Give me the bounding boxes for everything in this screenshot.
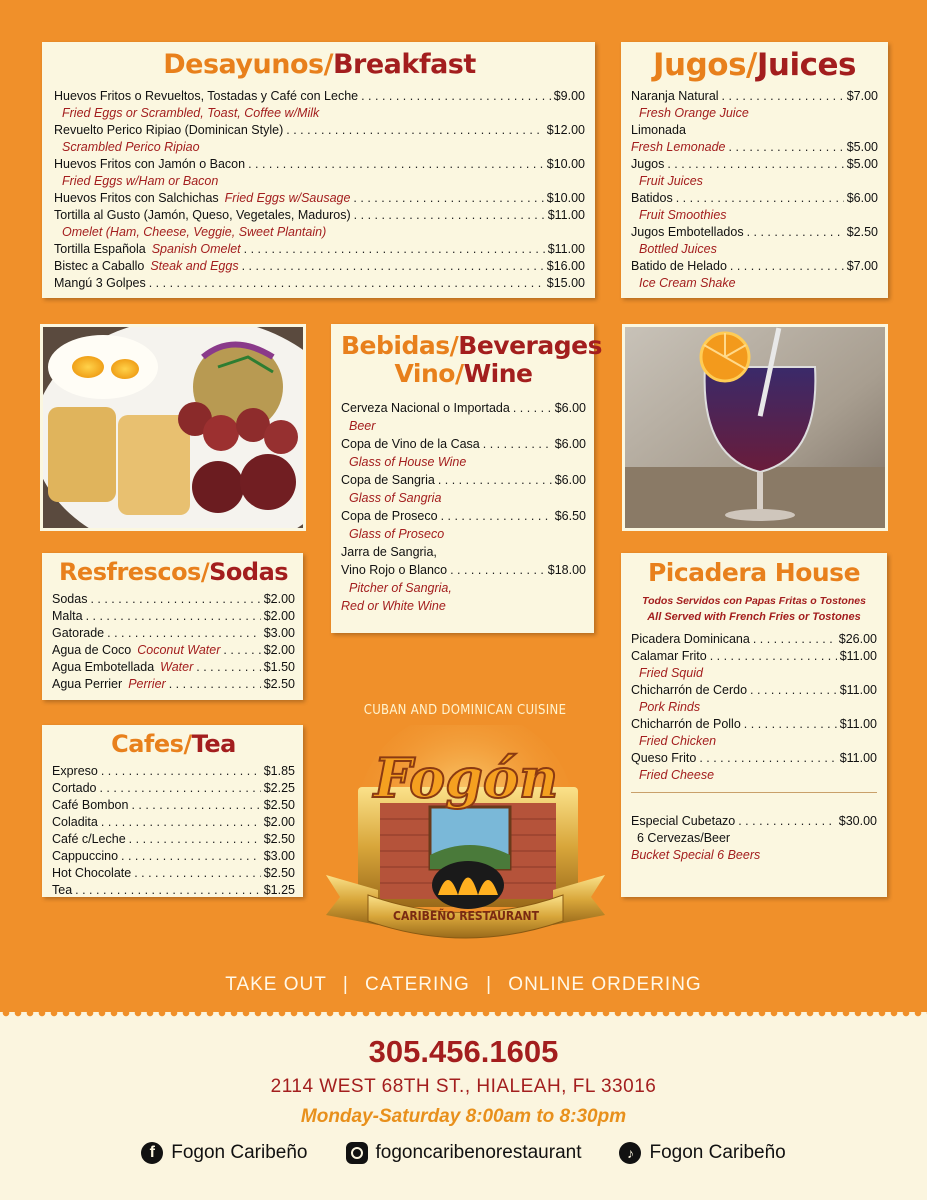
item-translation: Steak and Eggs (150, 258, 239, 273)
menu-item-row (52, 848, 295, 865)
item-name: Revuelto Perico Ripiao (Dominican Style) (54, 122, 284, 137)
item-name: Calamar Frito (631, 648, 707, 663)
item-name: Expreso (52, 764, 98, 779)
item-price: $1.25 (263, 883, 295, 898)
facebook-icon: f (141, 1142, 163, 1164)
item-name: Bistec a Caballo (54, 258, 145, 273)
menu-item-row (52, 625, 295, 642)
item-name: Café Bombon (52, 798, 129, 813)
menu-item-row (54, 258, 585, 275)
menu-item-row (631, 88, 878, 105)
service-catering[interactable]: CATERING (365, 974, 470, 995)
item-price: $5.00 (846, 157, 878, 172)
service-takeout[interactable]: TAKE OUT (225, 974, 327, 995)
leader-dots (149, 275, 544, 292)
instagram-icon (346, 1142, 368, 1164)
service-online-ordering[interactable]: ONLINE ORDERING (508, 974, 702, 995)
item-price: $1.50 (263, 660, 295, 675)
special-row: Especial Cubetazo . . . $30.00 (631, 813, 877, 830)
item-price: $26.00 (838, 631, 877, 646)
leader-dots (747, 224, 844, 241)
leader-dots (667, 156, 843, 173)
item-name: Sodas (52, 592, 88, 607)
item-price: $6.00 (846, 191, 878, 206)
breakfast-list (54, 88, 585, 292)
leader-dots (196, 659, 260, 676)
picadera-divider (631, 792, 877, 793)
scallop-border (0, 1008, 927, 1018)
item-translation: Fried Chicken (639, 733, 717, 748)
logo-banner: CARIBEÑO RESTAURANT (393, 909, 539, 923)
item-translation: Bottled Juices (639, 242, 717, 257)
menu-item-row (631, 682, 877, 699)
juices-list (631, 88, 878, 292)
leader-dots (99, 780, 260, 797)
item-price: $3.00 (263, 626, 295, 641)
menu-item-row (52, 831, 295, 848)
jarra-sub2: Red or White Wine (341, 599, 446, 613)
item-name: Picadera Dominicana (631, 631, 750, 646)
item-translation: Fruit Smoothies (639, 208, 727, 223)
item-name: Cortado (52, 781, 97, 796)
item-name: Cappuccino (52, 849, 119, 864)
item-price: $11.00 (839, 750, 877, 765)
menu-item-row (54, 122, 585, 139)
leader-dots (361, 88, 551, 105)
item-price: $2.50 (263, 866, 295, 881)
address: 2114 WEST 68TH ST., HIALEAH, FL 33016 (270, 1076, 657, 1097)
leader-dots (753, 631, 836, 648)
menu-item-row (52, 608, 295, 625)
item-name: Jugos Embotellados (631, 225, 744, 240)
item-translation: Glass of Sangria (349, 491, 442, 505)
item-price: $2.00 (263, 592, 295, 607)
beverages-title: Bebidas/Beverages (341, 331, 602, 360)
picadera-note-es: Todos Servidos con Papas Fritas o Tostones (642, 594, 866, 607)
item-name: Batidos (631, 191, 673, 206)
item-name: Mangú 3 Golpes (54, 275, 146, 290)
picadera-note-en: All Served with French Fries or Tostones (647, 610, 861, 623)
leader-dots (223, 642, 260, 659)
item-translation: Perrier (128, 677, 166, 692)
menu-item-row (52, 882, 295, 899)
leader-dots (730, 258, 844, 275)
item-translation: Pork Rinds (639, 699, 701, 714)
menu-item-row (631, 139, 878, 156)
item-name: Tortilla Española (54, 241, 146, 256)
leader-dots (134, 865, 261, 882)
item-price: $6.50 (554, 509, 586, 523)
item-translation: Fried Eggs or Scrambled, Toast, Coffee w/Milk (62, 105, 320, 120)
leader-dots (744, 716, 837, 733)
item-price: $11.00 (547, 207, 585, 222)
cafes-list (52, 763, 295, 899)
special-sub1: 6 Cervezas/Beer (637, 830, 731, 845)
item-name: Hot Chocolate (52, 866, 132, 881)
menu-item-row (54, 241, 585, 258)
leader-dots (438, 471, 552, 489)
item-name: Jugos (631, 157, 665, 172)
breakfast-photo-image (43, 327, 303, 528)
item-name: Naranja Natural (631, 89, 719, 104)
item-price: $2.00 (263, 643, 295, 658)
menu-item-row (54, 275, 585, 292)
jarra-sub1: Pitcher of Sangria, (349, 581, 452, 595)
menu-item-row (54, 156, 585, 173)
menu-item-row (52, 659, 295, 676)
leader-dots (441, 507, 552, 525)
item-name: Huevos Fritos con Salchichas (54, 190, 219, 205)
restaurant-logo (318, 725, 613, 945)
item-name: Limonada (631, 123, 686, 138)
leader-dots (75, 882, 261, 899)
leader-dots (101, 814, 261, 831)
leader-dots (513, 399, 552, 417)
jarra-line1: Jarra de Sangria, (341, 545, 437, 559)
item-price: $7.00 (846, 89, 878, 104)
item-translation: Ice Cream Shake (639, 276, 736, 291)
juices-panel (621, 42, 888, 298)
item-price: $2.50 (846, 225, 878, 240)
item-price: $1.85 (263, 764, 295, 779)
item-translation: Fried Cheese (639, 767, 715, 782)
menu-item-row (341, 435, 586, 453)
leader-dots (169, 676, 261, 693)
facebook-link[interactable]: f Fogon Caribeño (141, 1142, 307, 1164)
beverages-list (341, 399, 586, 543)
item-price: $2.50 (263, 832, 295, 847)
item-name: Coladita (52, 815, 98, 830)
item-price: $6.00 (554, 401, 586, 415)
menu-item-row (52, 814, 295, 831)
menu-item-row (631, 156, 878, 173)
menu-item-row (54, 207, 585, 224)
special-sub2: Bucket Special 6 Beers (631, 847, 761, 862)
picadera-list (631, 631, 877, 784)
sodas-list (52, 591, 295, 693)
item-price: $15.00 (546, 275, 585, 290)
item-translation: Spanish Omelet (151, 241, 241, 256)
item-price: $2.25 (263, 781, 295, 796)
item-price: $11.00 (839, 682, 877, 697)
item-price: $2.00 (263, 815, 295, 830)
item-translation: Fried Squid (639, 665, 703, 680)
item-name: Copa de Sangria (341, 473, 435, 487)
item-name: Cerveza Nacional o Importada (341, 401, 510, 415)
sodas-title: Resfrescos/Sodas (58, 558, 289, 586)
menu-item-row (52, 642, 295, 659)
sangria-photo-image (625, 327, 885, 528)
breakfast-title: Desayunos/Breakfast (163, 49, 476, 80)
leader-dots (86, 608, 261, 625)
item-price: $11.00 (839, 648, 877, 663)
menu-item-row (631, 224, 878, 241)
item-price: $16.00 (546, 258, 585, 273)
picadera-panel (621, 553, 887, 897)
leader-dots (107, 625, 261, 642)
item-price: $10.00 (546, 156, 585, 171)
sodas-panel (42, 553, 303, 700)
item-translation: Fresh Orange Juice (639, 106, 749, 121)
item-name: Gatorade (52, 626, 105, 641)
item-name: Copa de Vino de la Casa (341, 437, 480, 451)
menu-item-row (341, 399, 586, 417)
item-name: Fresh Lemonade (631, 140, 726, 155)
item-name: Tortilla al Gusto (Jamón, Queso, Vegetales, Maduros) (54, 207, 351, 222)
wine-title: Vino/Wine (394, 358, 533, 388)
item-name: Tea (52, 883, 73, 898)
hours: Monday-Saturday 8:00am to 8:30pm (300, 1106, 627, 1127)
juices-title: Jugos/Juices (653, 47, 856, 83)
menu-item-row (54, 190, 585, 207)
item-name: Copa de Proseco (341, 509, 438, 523)
menu-item-row (52, 763, 295, 780)
leader-dots (242, 258, 544, 275)
tiktok-icon: ♪ (619, 1142, 641, 1164)
cafes-panel (42, 725, 303, 897)
phone-number[interactable]: 305.456.1605 (368, 1034, 559, 1069)
services-bar: TAKE OUT | CATERING | ONLINE ORDERING (225, 974, 702, 995)
item-price: $2.50 (263, 798, 295, 813)
item-name: Agua Perrier (52, 677, 123, 692)
picadera-title: Picadera House (647, 558, 861, 587)
jarra-row: Vino Rojo o Blanco . . . $18.00 (341, 561, 586, 579)
menu-item-row (54, 88, 585, 105)
leader-dots (353, 190, 543, 207)
leader-dots (750, 682, 837, 699)
item-price: $5.00 (846, 140, 878, 155)
leader-dots (286, 122, 544, 139)
menu-item-row (631, 122, 878, 139)
item-price: $10.00 (546, 190, 585, 205)
item-price: $7.00 (846, 259, 878, 274)
item-price: $6.00 (554, 437, 586, 451)
item-name: Agua Embotellada (52, 660, 155, 675)
item-translation: Water (160, 660, 194, 675)
menu-item-row (341, 471, 586, 489)
menu-item-row (631, 258, 878, 275)
item-name: Agua de Coco (52, 643, 132, 658)
logo-name: Fogón (373, 746, 559, 810)
contact-section (0, 1012, 927, 1200)
item-price: $12.00 (546, 122, 585, 137)
item-translation: Fried Eggs w/Sausage (224, 190, 351, 205)
leader-dots (90, 591, 260, 608)
leader-dots (129, 831, 261, 848)
item-translation: Glass of House Wine (349, 455, 467, 469)
logo-tagline: CUBAN AND DOMINICAN CUISINE (363, 703, 567, 718)
leader-dots (121, 848, 261, 865)
menu-item-row (631, 750, 877, 767)
leader-dots (354, 207, 545, 224)
item-price: $2.00 (263, 609, 295, 624)
beverages-panel (331, 324, 602, 633)
leader-dots (131, 797, 260, 814)
item-name: Chicharrón de Cerdo (631, 682, 748, 697)
leader-dots (676, 190, 844, 207)
breakfast-photo (40, 324, 306, 531)
menu-item-row (341, 507, 586, 525)
sangria-photo (622, 324, 888, 531)
instagram-link[interactable]: fogoncaribenorestaurant (346, 1142, 582, 1164)
item-price: $9.00 (553, 88, 585, 103)
leader-dots (483, 435, 552, 453)
leader-dots (699, 750, 836, 767)
menu-item-row (631, 716, 877, 733)
item-price: $2.50 (263, 677, 295, 692)
leader-dots (722, 88, 844, 105)
menu-item-row (52, 591, 295, 608)
item-name: Batido de Helado (631, 259, 727, 274)
item-translation: Beer (349, 419, 376, 433)
item-name: Café c/Leche (52, 832, 126, 847)
item-translation: Scrambled Perico Ripiao (62, 139, 200, 154)
item-translation: Coconut Water (137, 643, 221, 658)
breakfast-panel (42, 42, 595, 298)
item-price: $3.00 (263, 849, 295, 864)
tiktok-link[interactable]: ♪ Fogon Caribeño (619, 1142, 785, 1164)
menu-item-row (52, 780, 295, 797)
menu-item-row (52, 676, 295, 693)
item-translation: Glass of Proseco (349, 527, 445, 541)
leader-dots (248, 156, 544, 173)
menu-item-row (631, 190, 878, 207)
social-links (0, 1142, 927, 1164)
item-name: Chicharrón de Pollo (631, 716, 741, 731)
menu-item-row (631, 648, 877, 665)
item-name: Huevos Fritos o Revueltos, Tostadas y Café con Leche (54, 88, 359, 103)
item-price: $11.00 (839, 716, 877, 731)
menu-item-row (631, 631, 877, 648)
item-price: $6.00 (554, 473, 586, 487)
item-translation: Fruit Juices (639, 174, 703, 189)
item-name: Queso Frito (631, 750, 697, 765)
menu-item-row (52, 797, 295, 814)
item-translation: Omelet (Ham, Cheese, Veggie, Sweet Plantain) (62, 224, 327, 239)
cafes-title: Cafes/Tea (111, 730, 236, 758)
item-name: Huevos Fritos con Jamón o Bacon (54, 156, 246, 171)
leader-dots (244, 241, 545, 258)
item-name: Malta (52, 609, 83, 624)
leader-dots (101, 763, 261, 780)
item-price: $11.00 (547, 241, 585, 256)
leader-dots (710, 648, 837, 665)
menu-item-row (52, 865, 295, 882)
leader-dots (729, 139, 844, 156)
item-translation: Fried Eggs w/Ham or Bacon (62, 173, 219, 188)
